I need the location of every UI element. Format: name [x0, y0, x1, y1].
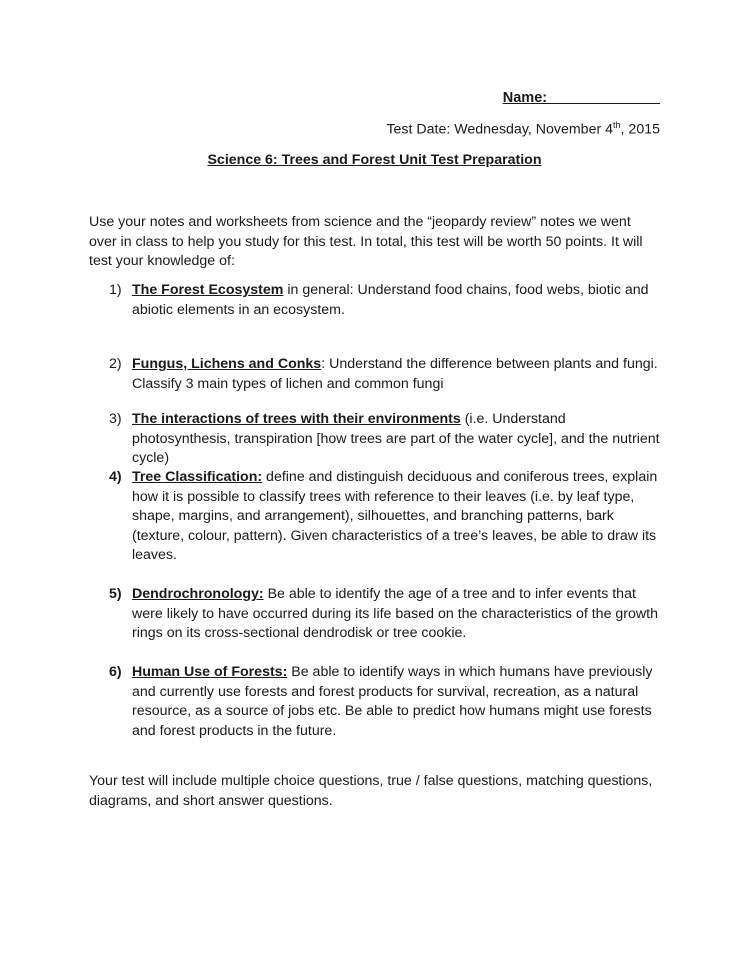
- topic-description: (i.e. Understand photosynthesis, transpiration [how trees are part of the water cycle], and the nutrient cycle): [132, 411, 660, 466]
- test-date-ordinal: th: [613, 120, 621, 130]
- topic-term: Dendrochronology:: [132, 586, 264, 602]
- topic-number: 5): [109, 586, 122, 602]
- test-date-prefix: Test Date: Wednesday, November 4: [386, 121, 614, 138]
- topic-term: Human Use of Forests:: [132, 664, 288, 680]
- intro-paragraph: Use your notes and worksheets from science and the “jeopardy review” notes we went over in class to help you study for this test. In total, this test will be worth 50 points. It will test your knowledge of:: [89, 214, 643, 269]
- topic-item-4: [89, 468, 669, 566]
- topic-term: The Forest Ecosystem: [132, 282, 284, 298]
- name-field-label: Name:______________: [502, 90, 660, 106]
- topic-term: Tree Classification:: [132, 469, 263, 485]
- topic-description: define and distinguish deciduous and coniferous trees, explain how it is possible to classify trees with reference to their leaves (i.e. by leaf type, shape, margins, and arrangement), silhouettes, and branching patterns, bark (texture, colour, pattern). Given characteristics of a tree’s leaves, be able to draw its leaves.: [132, 469, 658, 563]
- closing-paragraph: Your test will include multiple choice questions, true / false questions, matching questions, diagrams, and short answer questions.: [89, 773, 653, 809]
- topic-number: 1): [109, 282, 122, 298]
- test-date: [386, 120, 660, 138]
- topic-description: in general: Understand food chains, food webs, biotic and abiotic elements in an ecosystem.: [132, 282, 649, 318]
- page-title: Science 6: Trees and Forest Unit Test Preparation: [207, 152, 542, 168]
- topic-number: 6): [109, 664, 122, 680]
- test-date-suffix: , 2015: [620, 121, 660, 138]
- topic-description: Be able to identify ways in which humans have previously and currently use forests and forest products for survival, recreation, as a natural resource, as a source of jobs etc. Be able to predict how humans might use forests and forest products in the future.: [132, 664, 653, 739]
- topic-description: Be able to identify the age of a tree and to infer events that were likely to have occurred during its life based on the characteristics of the growth rings on its cross-sectional dendrodisk or tree cookie.: [132, 586, 658, 641]
- topic-number: 2): [109, 356, 122, 372]
- topic-item-5: [89, 585, 669, 644]
- topic-term: Fungus, Lichens and Conks: [132, 356, 322, 372]
- topic-number: 4): [109, 469, 122, 485]
- topic-term: The interactions of trees with their environments: [132, 411, 461, 427]
- topic-item-3: [89, 410, 669, 469]
- topic-item-6: [89, 663, 669, 741]
- topic-number: 3): [109, 411, 122, 427]
- topic-description: : Understand the difference between plants and fungi. Classify 3 main types of lichen and common fungi: [132, 356, 658, 392]
- topic-item-2: [89, 355, 669, 394]
- topic-item-1: [89, 281, 669, 320]
